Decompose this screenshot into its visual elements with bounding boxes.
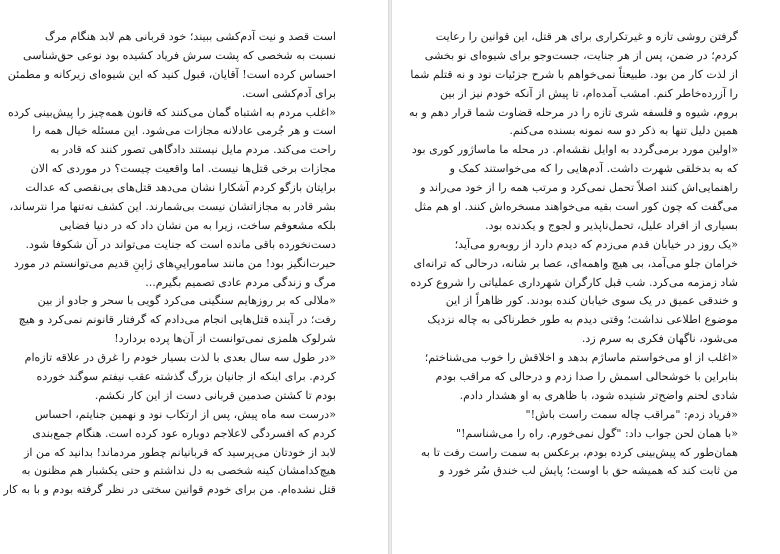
left-page bbox=[0, 0, 388, 554]
text-line: رفت؛ در آینده قتل‌هایی انجام می‌دادم که گرفتار قانونم نمی‌کرد و هیچ bbox=[18, 313, 336, 327]
text-line: کردم که افسردگی لاعلاجم دوباره عود کرده است. هنگام جمع‌بندی bbox=[32, 426, 336, 440]
text-line: است قصد و نیت آدم‌کشی ببیند؛ خود قربانی هم لابد هنگام مرگ bbox=[44, 30, 336, 43]
text-line: برایتان بازگو کردم آشکارا نشان می‌دهد قتل‌های بی‌نقصی که عدالت bbox=[25, 181, 336, 195]
text-line: بنابراین با خوشحالی اسمش را صدا زدم و درحالی که مراقب بودم bbox=[435, 370, 738, 384]
text-line: می‌گفت که چون کور است بقیه می‌خواهند مسخره‌اش کنند. او هم مثل bbox=[414, 200, 738, 214]
text-line: است و هر جُرمی عادلانه مجازات می‌شود. این مسئله خیال همه را bbox=[32, 124, 336, 138]
right-page-text bbox=[409, 28, 738, 481]
text-line: همین دلیل تنها به ذکر دو سه نمونه بسنده می‌کنم. bbox=[509, 124, 738, 138]
text-line: حیرت‌انگیز بود! من مانند ساموراییِ‌های ژاپنِ قدیم می‌توانستم در مورد bbox=[13, 256, 336, 270]
text-line: نسبت به شخصی که پشت سرش فریاد کشیده بود نوعی حق‌شناسی bbox=[22, 48, 336, 62]
text-line: همان‌طور که پیش‌بینی کرده بودم، برعکس به سمت راست رفت تا به bbox=[420, 445, 738, 459]
text-line: راحت می‌کند. مردم مایل نیستند دادگاهی تصور کنند که قادر به bbox=[50, 143, 336, 157]
text-line: شرلوک هلمزی نمی‌توانست از آن‌ها پرده بردارد! bbox=[114, 332, 336, 346]
text-line: من ثابت کند که همیشه حق با اوست؛ پایش لب خندق سُر خورد و bbox=[439, 464, 738, 478]
text-line: قتل نشده‌ام. من برای خودم قوانین سختی در نظر گرفته بودم و با به کار bbox=[3, 483, 336, 497]
text-line: دست‌نخورده باقی مانده است که جنایت می‌تواند در آن شکوفا شود. bbox=[25, 237, 336, 251]
text-line: مجازات برخی قتل‌ها نیست. اما واقعیت چیست؟ در موردی که الان bbox=[30, 162, 336, 176]
text-line: کردم؛ در ضمن، پس از هر جنایت، جست‌وجو برای شیوه‌ای نو بخشی bbox=[424, 48, 738, 62]
text-line: «اغلب مردم به اشتباه گمان می‌کنند که قانون همه‌چیز را پیش‌بینی کرده bbox=[7, 105, 336, 119]
text-line: خرامان جلو می‌آمد، بی هیچ واهمه‌ای، عصا بر شانه، درحالی که ترانه‌ای bbox=[413, 256, 738, 270]
text-line: و خندقی عمیق در یک سوی خیابان کنده بودند. کور ظاهراً از این bbox=[445, 294, 738, 308]
text-line: «اولین مورد برمی‌گردد به اوایل نقشه‌ام. در محله ما ماساژور کوری بود bbox=[411, 143, 738, 157]
text-line: «با همان لحن جواب داد: "گول نمی‌خورم. راه را می‌شناسم!" bbox=[456, 426, 738, 440]
right-page bbox=[392, 0, 780, 554]
text-line: برای آدم‌کشی است. bbox=[241, 86, 336, 100]
text-line: کردم. برای اینکه از جانیان بزرگ گذشته عقب نیفتم سوگند خورده bbox=[36, 370, 336, 384]
text-line: گرفتن روشی تازه و غیرتکراری برای هر قتل، این قوانین را رعایت bbox=[435, 30, 738, 43]
text-line: «ملالی که بر روزهایم سنگینی می‌کرد گویی با سحر و جادو از بین bbox=[37, 294, 336, 308]
text-line: راهنمایی‌اش کنند اصلاً تحمل نمی‌کرد و مرتب همه را از خود می‌راند و bbox=[420, 181, 738, 195]
text-line: می‌شود، ناگهان فکری به سرم زد. bbox=[581, 332, 738, 346]
text-line: موضوع اطلاعی نداشت؛ وقتی دیدم به طور خطرناکی به چاله نزدیک bbox=[427, 313, 738, 327]
text-line: مرگ و زندگی مردم عادی تصمیم بگیرم... bbox=[145, 275, 336, 289]
text-line: شاد زمزمه می‌کرد. شب قبل کارگران شهرداری عملیاتی را شروع کرده bbox=[410, 275, 738, 289]
text-line: بشر قادر به مجازاتشان نیست بی‌شمارند. این کشف نه‌تنها مرا نترساند، bbox=[9, 200, 336, 214]
text-line: را آزرده‌خاطر کنم. امشب آمده‌ام، تا پیش از آنکه خودم نیز از بین bbox=[439, 86, 738, 100]
text-line: از لذت کار من بود. طبیعتاً نمی‌خواهم با شرح جزئیات نود و نه قتلم شما bbox=[410, 67, 738, 81]
text-line: «در طول سه سال بعدی با لذت بسیار خودم را غرق در علاقه تازه‌ام bbox=[24, 351, 336, 365]
text-line: بلکه مشعوفم ساخت، زیرا به من نشان داد که در دنیا فضایی bbox=[59, 218, 336, 232]
left-page-text bbox=[3, 28, 336, 500]
text-line: شادی لحنم واضح‌تر شنیده شود، با ظاهری به او هشدار دادم. bbox=[459, 388, 738, 402]
text-line: بروم، شیوه و فلسفه شری تازه را در مرحله قضاوت شما قرار دهم و به bbox=[409, 105, 738, 119]
text-line: هیچ‌کدامشان کینه شخصی به دل نداشتم و حتی یکشبار هم مظنون به bbox=[21, 464, 336, 478]
text-line: «درست سه ماه پیش، پس از ارتکاب نود و نهمین جنایتم، احساس bbox=[34, 407, 336, 421]
text-line: «فریاد زدم: "مراقب چاله سمت راست باش!" bbox=[525, 407, 738, 421]
text-line: «یک روز در خیابان قدم می‌زدم که دیدم دارد از روبه‌رو می‌آید؛ bbox=[454, 237, 738, 251]
text-line: بودم تا کشتن صدمین قربانی دست از این کار نکشم. bbox=[94, 388, 336, 402]
text-line: که به بدخلقی شهرت داشت. آدم‌هایی را که می‌خواستند کمک و bbox=[449, 162, 738, 176]
text-line: «اغلب از او می‌خواستم ماساژم بدهد و اخلاقش را خوب می‌شناختم؛ bbox=[424, 351, 738, 365]
text-line: لابد از خودتان می‌پرسید که قربانیانم چطور مردماند! بدانید که من از bbox=[24, 445, 336, 459]
text-line: بسیاری از افراد علیل، تحمل‌ناپذیر و لجوج و یکدنده بود. bbox=[485, 218, 738, 232]
text-line: احساس کرده است! آقایان، قبول کنید که این شیوه‌ای زیرکانه و مطمئن bbox=[7, 67, 336, 81]
